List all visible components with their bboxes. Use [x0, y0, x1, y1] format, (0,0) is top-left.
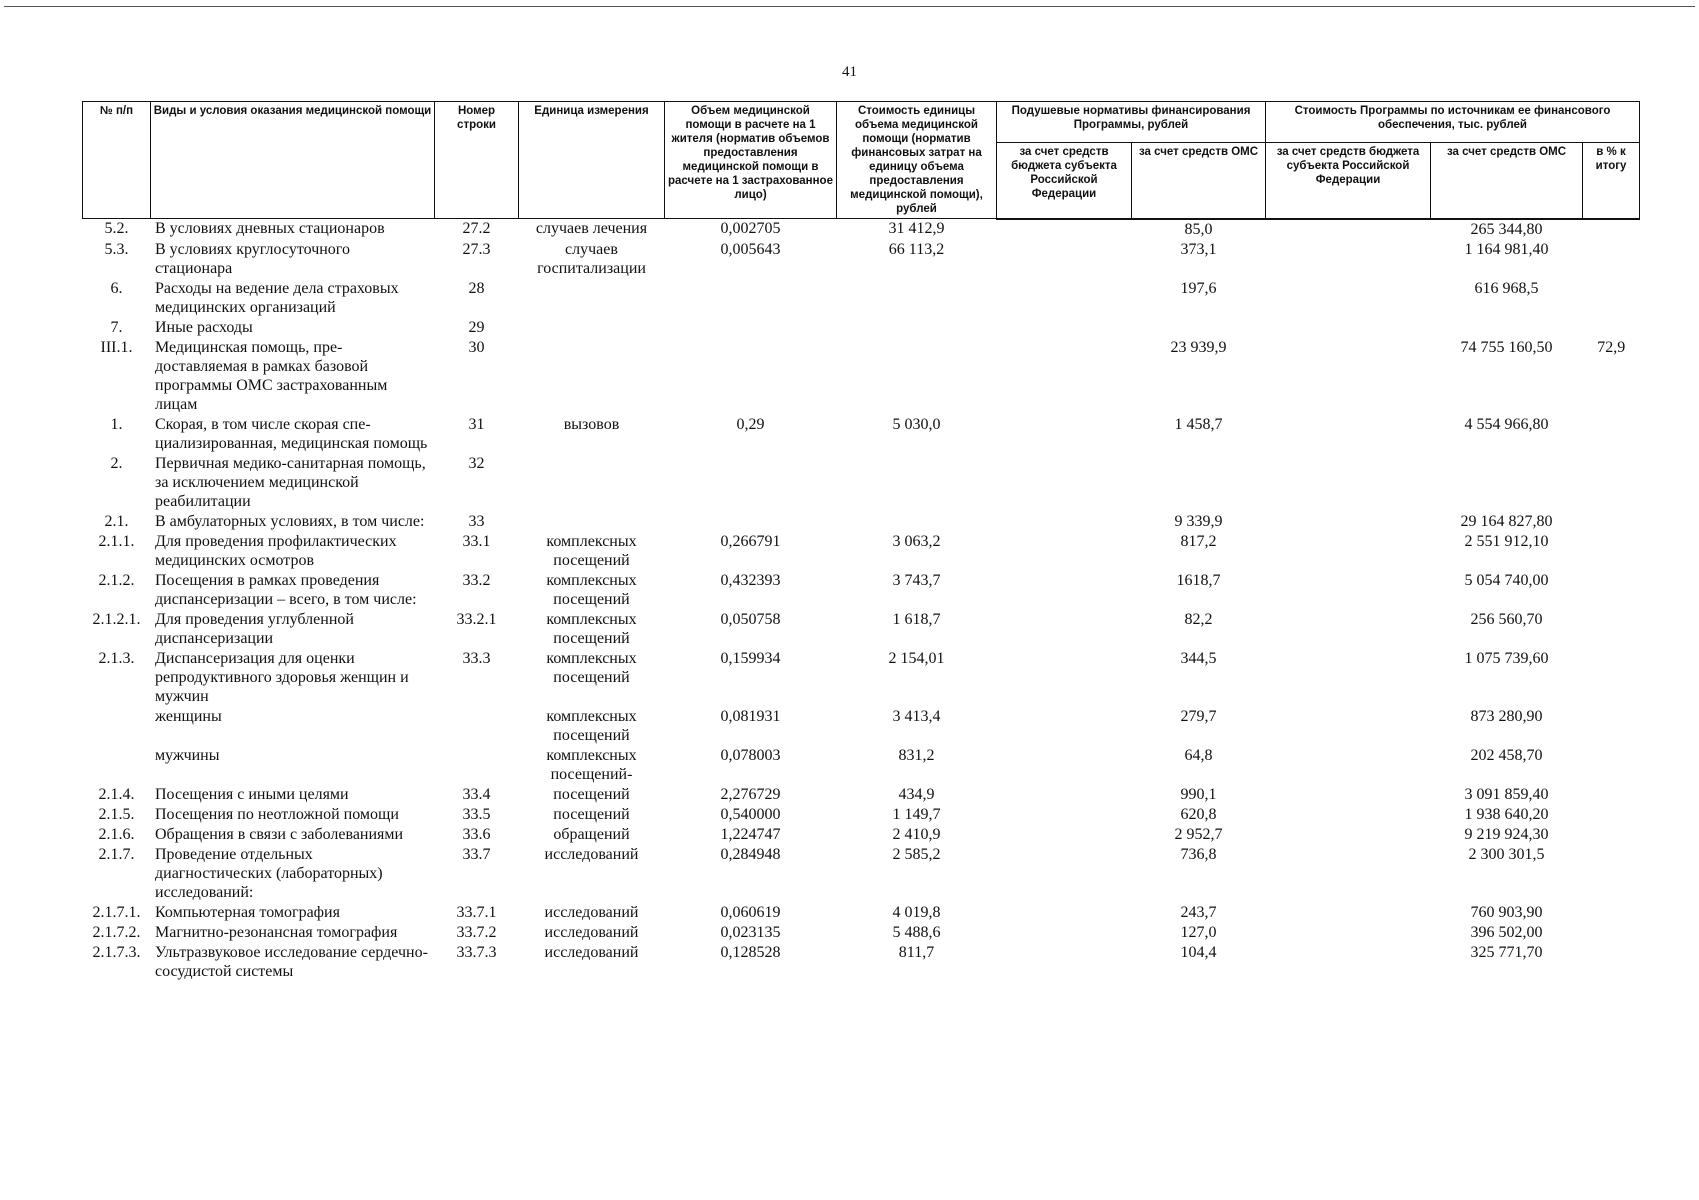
row-unit: исследований [544, 845, 639, 863]
row-cost-oms: 2 551 912,10 [1464, 532, 1549, 550]
row-number [83, 746, 151, 785]
row-care-type: Посещения по неотложной помощи [155, 805, 399, 823]
row-cost-budget [1266, 943, 1431, 982]
table-row [83, 415, 1640, 454]
table-row [83, 923, 1640, 943]
row-cost-oms: 616 968,5 [1474, 279, 1539, 297]
row-unit: исследований [544, 903, 639, 921]
row-number: 7. [110, 318, 123, 336]
row-per-capita-budget [997, 279, 1132, 318]
row-volume: 0,159934 [720, 649, 781, 667]
row-unit-cost: 5 030,0 [892, 415, 941, 433]
row-cost-budget [1266, 785, 1431, 805]
row-cost-budget [1266, 923, 1431, 943]
row-per-capita-budget [997, 903, 1132, 923]
row-per-capita-oms: 373,1 [1180, 240, 1217, 258]
row-volume: 0,060619 [720, 903, 781, 921]
row-cost-percent [1583, 415, 1640, 454]
row-care-type: Проведение отдельных диагностических (лабораторных) исследований: [155, 845, 383, 901]
row-unit: исследований [544, 943, 639, 961]
row-cost-oms: 325 771,70 [1470, 943, 1543, 961]
table-row [83, 805, 1640, 825]
row-per-capita-oms: 990,1 [1180, 785, 1217, 803]
header-per-capita-group: Подушевые нормативы финансирования Программы, рублей [997, 102, 1266, 143]
row-number: 2.1. [104, 512, 129, 530]
row-cost-budget [1266, 825, 1431, 845]
header-no: № п/п [83, 102, 151, 219]
row-cost-oms: 2 300 301,5 [1468, 845, 1545, 863]
header-cost-oms: за счет средств ОМС [1431, 142, 1583, 218]
row-unit: комплексных посещений- [546, 746, 637, 783]
row-cost-percent [1583, 571, 1640, 610]
row-volume: 0,005643 [720, 240, 781, 258]
row-cost-oms: 9 219 924,30 [1464, 825, 1549, 843]
row-per-capita-oms: 23 939,9 [1170, 338, 1227, 356]
row-number: 2.1.6. [98, 825, 135, 843]
row-per-capita-oms: 82,2 [1184, 610, 1213, 628]
program-cost-table [82, 101, 1640, 982]
row-cost-oms: 29 164 827,80 [1460, 512, 1553, 530]
header-per-capita-budget: за счет средств бюджета субъекта Российской Федерации [997, 142, 1132, 218]
row-unit: обращений [553, 825, 630, 843]
row-cost-oms: 1 075 739,60 [1464, 649, 1549, 667]
row-care-type: В условиях дневных стационаров [155, 220, 385, 237]
header-volume: Объем медицинской помощи в расчете на 1 жителя (норматив объемов предоставления медицинской помощи в расчете на 1 застрахованное лицо) [665, 102, 837, 219]
row-unit [519, 279, 665, 318]
row-per-capita-oms: 736,8 [1180, 845, 1217, 863]
row-unit: посещений [553, 785, 630, 803]
table-row [83, 219, 1640, 240]
row-cost-budget [1266, 454, 1431, 512]
row-unit [519, 512, 665, 532]
row-unit-cost: 4 019,8 [892, 903, 941, 921]
row-line-number: 29 [468, 318, 485, 336]
row-per-capita-budget [997, 746, 1132, 785]
row-cost-percent [1583, 512, 1640, 532]
row-number: 2.1.1. [98, 532, 135, 550]
row-care-type: Скорая, в том числе скорая спе-циализированная, медицинская помощь [155, 415, 428, 452]
row-unit-cost: 3 743,7 [892, 571, 941, 589]
row-unit: комплексных посещений [546, 610, 637, 647]
row-per-capita-budget [997, 649, 1132, 707]
row-care-type: Для проведения углубленной диспансеризации [155, 610, 354, 647]
row-care-type: В амбулаторных условиях, в том числе: [155, 512, 425, 530]
row-cost-oms: 256 560,70 [1470, 610, 1543, 628]
row-line-number: 31 [468, 415, 485, 433]
row-unit-cost: 831,2 [898, 746, 935, 764]
table-row [83, 825, 1640, 845]
row-line-number: 33.7.1 [456, 903, 497, 921]
row-number [83, 707, 151, 746]
row-per-capita-budget [997, 943, 1132, 982]
row-line-number: 28 [468, 279, 485, 297]
row-unit-cost: 2 410,9 [892, 825, 941, 843]
row-cost-oms: 396 502,00 [1470, 923, 1543, 941]
table-row [83, 454, 1640, 512]
row-unit-cost [837, 338, 997, 415]
row-per-capita-budget [997, 707, 1132, 746]
row-cost-percent [1583, 532, 1640, 571]
row-number: 2.1.2.1. [92, 610, 141, 628]
row-number: 2.1.2. [98, 571, 135, 589]
row-number: 2.1.7.2. [92, 923, 141, 941]
row-unit: вызовов [563, 415, 620, 433]
row-cost-oms: 1 938 640,20 [1464, 805, 1549, 823]
row-care-type: мужчины [155, 746, 220, 764]
row-per-capita-budget [997, 318, 1132, 338]
row-unit: исследований [544, 923, 639, 941]
row-number: 2.1.4. [98, 785, 135, 803]
row-care-type: Расходы на ведение дела страховых медицинских организаций [155, 279, 399, 316]
row-cost-budget [1266, 746, 1431, 785]
row-unit-cost: 66 113,2 [888, 240, 945, 258]
row-line-number: 32 [468, 454, 485, 472]
row-cost-oms: 5 054 740,00 [1464, 571, 1549, 589]
row-line-number: 33.7 [462, 845, 491, 863]
row-unit-cost: 811,7 [898, 943, 935, 961]
table-row [83, 707, 1640, 746]
row-cost-oms: 74 755 160,50 [1460, 338, 1553, 356]
row-number: 2. [110, 454, 123, 472]
row-unit [519, 454, 665, 512]
row-unit-cost: 1 149,7 [892, 805, 941, 823]
table-row [83, 512, 1640, 532]
row-cost-percent [1583, 649, 1640, 707]
row-line-number: 27.3 [462, 240, 491, 258]
row-unit-cost [837, 318, 997, 338]
row-cost-budget [1266, 219, 1431, 240]
row-number: 2.1.5. [98, 805, 135, 823]
row-cost-budget [1266, 845, 1431, 903]
row-line-number: 33.7.3 [456, 943, 497, 961]
row-number: 1. [110, 415, 123, 433]
row-care-type: Посещения в рамках проведения диспансеризации – всего, в том числе: [155, 571, 417, 608]
row-care-type: Магнитно-резонансная томография [155, 923, 398, 941]
page-top-border [4, 6, 1695, 7]
table-row [83, 943, 1640, 982]
row-volume: 0,29 [736, 415, 765, 433]
row-unit: комплексных посещений [546, 532, 637, 569]
row-cost-budget [1266, 338, 1431, 415]
row-number: 2.1.7. [98, 845, 135, 863]
row-volume [665, 512, 837, 532]
row-line-number: 33.2 [462, 571, 491, 589]
page-number: 41 [842, 64, 857, 80]
row-care-type: Медицинская помощь, пре-доставляемая в рамках базовой программы ОМС застрахованным лицам [155, 338, 388, 413]
table-row [83, 338, 1640, 415]
table-row [83, 318, 1640, 338]
row-volume: 0,023135 [720, 923, 781, 941]
table-row [83, 532, 1640, 571]
row-cost-budget [1266, 903, 1431, 923]
row-unit-cost: 434,9 [898, 785, 935, 803]
row-volume: 0,284948 [720, 845, 781, 863]
table-body [83, 219, 1640, 982]
row-per-capita-budget [997, 571, 1132, 610]
row-line-number: 33.1 [462, 532, 491, 550]
row-volume: 0,128528 [720, 943, 781, 961]
row-unit-cost: 31 412,9 [888, 220, 945, 237]
row-unit-cost: 2 585,2 [892, 845, 941, 863]
row-unit-cost: 5 488,6 [892, 923, 941, 941]
row-unit: случаев лечения [535, 220, 648, 237]
row-per-capita-oms [1132, 318, 1266, 338]
row-care-type: В условиях круглосуточного стационара [155, 240, 350, 277]
table-row [83, 746, 1640, 785]
row-per-capita-oms: 243,7 [1180, 903, 1217, 921]
row-care-type: Диспансеризация для оценки репродуктивного здоровья женщин и мужчин [155, 649, 409, 705]
header-per-capita-oms: за счет средств ОМС [1132, 142, 1266, 218]
row-cost-budget [1266, 610, 1431, 649]
header-cost-percent: в % к итогу [1583, 142, 1640, 218]
row-per-capita-oms: 817,2 [1180, 532, 1217, 550]
row-per-capita-budget [997, 532, 1132, 571]
row-volume [665, 338, 837, 415]
row-number: 2.1.7.3. [92, 943, 141, 961]
row-unit: посещений [553, 805, 630, 823]
header-cost-budget: за счет средств бюджета субъекта Российской Федерации [1266, 142, 1431, 218]
row-per-capita-budget [997, 610, 1132, 649]
row-unit-cost [837, 454, 997, 512]
row-number: 6. [110, 279, 123, 297]
table-row [83, 240, 1640, 279]
table-row [83, 610, 1640, 649]
row-per-capita-oms: 344,5 [1180, 649, 1217, 667]
row-cost-percent [1583, 240, 1640, 279]
row-volume: 0,081931 [720, 707, 781, 725]
table-row [83, 845, 1640, 903]
row-cost-oms: 4 554 966,80 [1464, 415, 1549, 433]
row-care-type: Первичная медико-санитарная помощь, за исключением медицинской реабилитации [155, 454, 426, 510]
row-cost-oms: 3 091 859,40 [1464, 785, 1549, 803]
row-volume: 1,224747 [720, 825, 781, 843]
row-volume: 0,540000 [720, 805, 781, 823]
row-volume: 0,002705 [720, 220, 781, 237]
row-care-type: Посещения с иными целями [155, 785, 349, 803]
row-per-capita-oms: 104,4 [1180, 943, 1217, 961]
row-cost-percent [1583, 805, 1640, 825]
row-volume [665, 279, 837, 318]
row-volume: 0,050758 [720, 610, 781, 628]
row-per-capita-oms [1132, 454, 1266, 512]
row-line-number [435, 746, 519, 785]
row-cost-percent [1583, 845, 1640, 903]
row-per-capita-oms: 2 952,7 [1174, 825, 1223, 843]
row-per-capita-budget [997, 240, 1132, 279]
row-cost-percent [1583, 825, 1640, 845]
row-line-number: 27.2 [462, 220, 491, 237]
row-line-number: 33.4 [462, 785, 491, 803]
table-row [83, 279, 1640, 318]
row-cost-percent [1583, 746, 1640, 785]
row-per-capita-oms: 9 339,9 [1174, 512, 1223, 530]
row-cost-percent [1583, 903, 1640, 923]
row-per-capita-budget [997, 415, 1132, 454]
row-per-capita-budget [997, 338, 1132, 415]
header-unit-cost: Стоимость единицы объема медицинской помощи (норматив финансовых затрат на единицу объема предоставления медицинской помощи), рублей [837, 102, 997, 219]
row-per-capita-oms: 85,0 [1184, 220, 1213, 238]
row-cost-percent: 72,9 [1597, 338, 1626, 356]
row-unit: комплексных посещений [546, 707, 637, 744]
table-row [83, 649, 1640, 707]
row-per-capita-oms: 1618,7 [1176, 571, 1221, 589]
row-cost-oms: 265 344,80 [1470, 220, 1543, 238]
row-per-capita-budget [997, 805, 1132, 825]
row-volume: 0,266791 [720, 532, 781, 550]
row-per-capita-budget [997, 219, 1132, 240]
row-cost-percent [1583, 219, 1640, 240]
row-unit-cost: 1 618,7 [892, 610, 941, 628]
row-line-number: 33.6 [462, 825, 491, 843]
row-unit: комплексных посещений [546, 571, 637, 608]
row-line-number: 33 [468, 512, 485, 530]
row-care-type: Обращения в связи с заболеваниями [155, 825, 404, 843]
row-cost-percent [1583, 279, 1640, 318]
row-cost-budget [1266, 805, 1431, 825]
row-unit-cost [837, 512, 997, 532]
row-cost-percent [1583, 610, 1640, 649]
row-care-type: Ультразвуковое исследование сердечно-сосудистой системы [155, 943, 428, 980]
row-unit: комплексных посещений [546, 649, 637, 686]
row-cost-budget [1266, 240, 1431, 279]
table-row [83, 903, 1640, 923]
row-line-number: 33.2.1 [456, 610, 497, 628]
table-row [83, 571, 1640, 610]
row-cost-oms: 202 458,70 [1470, 746, 1543, 764]
row-cost-oms: 873 280,90 [1470, 707, 1543, 725]
header-line-number: Номер строки [435, 102, 519, 219]
row-per-capita-oms: 197,6 [1180, 279, 1217, 297]
row-cost-budget [1266, 512, 1431, 532]
row-volume [665, 454, 837, 512]
row-unit-cost: 2 154,01 [888, 649, 945, 667]
row-cost-budget [1266, 532, 1431, 571]
header-program-cost-group: Стоимость Программы по источникам ее финансового обеспечения, тыс. рублей [1266, 102, 1640, 143]
row-per-capita-budget [997, 825, 1132, 845]
row-cost-budget [1266, 707, 1431, 746]
row-line-number [435, 707, 519, 746]
row-unit [519, 318, 665, 338]
row-cost-budget [1266, 415, 1431, 454]
row-volume: 2,276729 [720, 785, 781, 803]
row-per-capita-oms: 127,0 [1180, 923, 1217, 941]
row-cost-oms [1431, 318, 1583, 338]
row-per-capita-oms: 620,8 [1180, 805, 1217, 823]
row-per-capita-oms: 279,7 [1180, 707, 1217, 725]
row-per-capita-budget [997, 923, 1132, 943]
row-unit: случаев госпитализации [537, 240, 646, 277]
row-unit-cost: 3 413,4 [892, 707, 941, 725]
row-line-number: 30 [468, 338, 485, 356]
row-volume [665, 318, 837, 338]
row-number: 2.1.3. [98, 649, 135, 667]
row-line-number: 33.7.2 [456, 923, 497, 941]
row-cost-percent [1583, 943, 1640, 982]
row-cost-oms: 1 164 981,40 [1464, 240, 1549, 258]
row-cost-percent [1583, 454, 1640, 512]
row-cost-budget [1266, 571, 1431, 610]
row-cost-oms: 760 903,90 [1470, 903, 1543, 921]
row-number: 5.2. [104, 220, 129, 237]
row-care-type: женщины [155, 707, 222, 725]
row-care-type: Для проведения профилактических медицинских осмотров [155, 532, 397, 569]
row-line-number: 33.5 [462, 805, 491, 823]
row-cost-percent [1583, 785, 1640, 805]
row-unit-cost [837, 279, 997, 318]
row-per-capita-budget [997, 454, 1132, 512]
row-per-capita-oms: 1 458,7 [1174, 415, 1223, 433]
row-cost-percent [1583, 318, 1640, 338]
row-cost-percent [1583, 707, 1640, 746]
row-unit [519, 338, 665, 415]
row-volume: 0,432393 [720, 571, 781, 589]
row-per-capita-budget [997, 785, 1132, 805]
row-volume: 0,078003 [720, 746, 781, 764]
header-unit: Единица измерения [519, 102, 665, 219]
row-number: 2.1.7.1. [92, 903, 141, 921]
row-number: 5.3. [104, 240, 129, 258]
row-care-type: Компьютерная томография [155, 903, 340, 921]
header-care-type: Виды и условия оказания медицинской помощи [151, 102, 435, 219]
row-cost-budget [1266, 318, 1431, 338]
row-cost-percent [1583, 923, 1640, 943]
row-unit-cost: 3 063,2 [892, 532, 941, 550]
row-line-number: 33.3 [462, 649, 491, 667]
table-row [83, 785, 1640, 805]
row-per-capita-budget [997, 845, 1132, 903]
row-cost-budget [1266, 649, 1431, 707]
row-per-capita-budget [997, 512, 1132, 532]
row-cost-budget [1266, 279, 1431, 318]
row-cost-oms [1431, 454, 1583, 512]
row-number: III.1. [100, 338, 133, 356]
row-per-capita-oms: 64,8 [1184, 746, 1213, 764]
row-care-type: Иные расходы [155, 318, 253, 336]
